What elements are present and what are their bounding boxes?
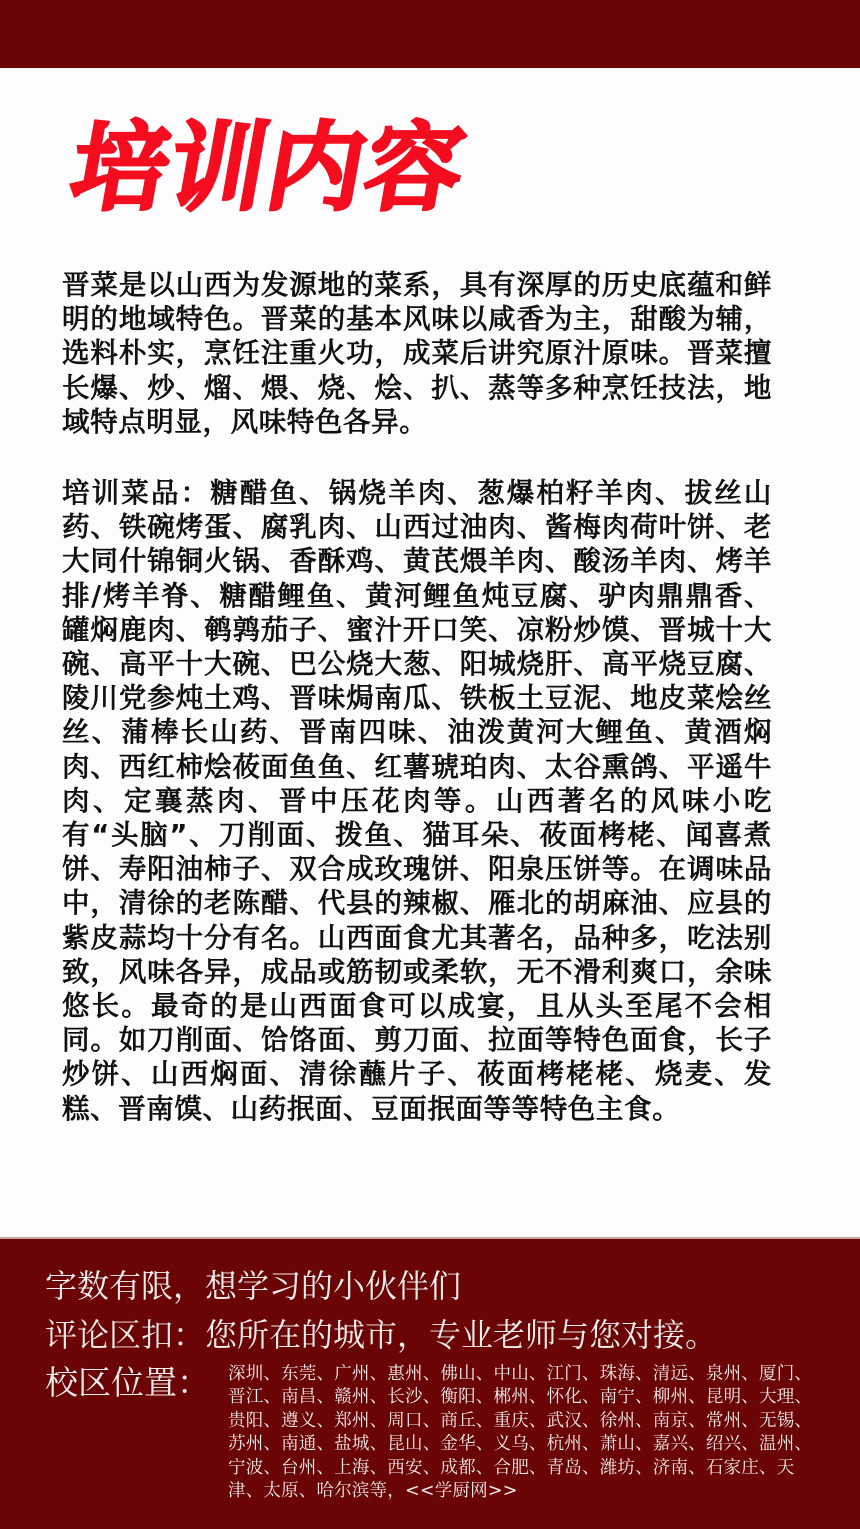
footer-cta-line: 字数有限，想学习的小伙伴们 bbox=[45, 1267, 462, 1305]
footer-comment-line: 评论区扣：您所在的城市，专业老师与您对接。 bbox=[45, 1316, 718, 1354]
campus-location-label: 校区位置： bbox=[45, 1363, 210, 1402]
page-title: 培训内容 bbox=[62, 112, 475, 224]
intro-paragraph: 晋菜是以山西为发源地的菜系，具有深厚的历史底蕴和鲜明的地域特色。晋菜的基本风味以咸香为主，甜酸为辅，选料朴实，烹饪注重火功，成菜后讲究原汁原味。晋菜擅长爆、炒、熘、煨、烧、烩、扒、蒸等多种烹饪技法，地域特点明显，风味特色各异。 bbox=[62, 269, 772, 438]
dishes-paragraph: 培训菜品：糖醋鱼、锅烧羊肉、葱爆柏籽羊肉、拔丝山药、铁碗烤蛋、腐乳肉、山西过油肉、酱梅肉荷叶饼、老大同什锦铜火锅、香酥鸡、黄芪煨羊肉、酸汤羊肉、烤羊排/烤羊脊、糖醋鲤鱼、黄河鲤鱼炖豆腐、驴肉鼎鼎香、罐焖鹿肉、鹌鹑茄子、蜜汁开口笑、凉粉炒馍、晋城十大碗、高平十大碗、巴公烧大葱、阳城烧肝、高平烧豆腐、陵川党参炖土鸡、晋味焗南瓜、铁板土豆泥、地皮菜烩丝丝、蒲棒长山药、晋南四味、油泼黄河大鲤鱼、黄酒焖肉、西红柿烩莜面鱼鱼、红薯琥珀肉、太谷熏鸽、平遥牛肉、定襄蒸肉、晋中压花肉等。山西著名的风味小吃有“头脑”、刀削面、拨鱼、猫耳朵、莜面栲栳、闻喜煮饼、寿阳油柿子、双合成玫瑰饼、阳泉压饼等。在调味品中，清徐的老陈醋、代县的辣椒、雁北的胡麻油、应县的紫皮蒜均十分有名。山西面食尤其著名，品种多，吃法别致，风味各异，成品或筋韧或柔软，无不滑利爽口，余味悠长。最奇的是山西面食可以成宴，且从头至尾不会相同。如刀削面、饸饹面、剪刀面、拉面等特色面食，长子炒饼、山西焖面、清徐蘸片子、莜面栲栳栳、烧麦、发糕、晋南馍、山药抿面、豆面抿面等等特色主食。 bbox=[62, 477, 772, 1125]
top-banner-band bbox=[0, 0, 860, 68]
campus-city-list: 深圳、东莞、广州、惠州、佛山、中山、江门、珠海、清远、泉州、厦门、晋江、南昌、赣州、长沙、衡阳、郴州、怀化、南宁、柳州、昆明、大理、贵阳、遵义、郑州、周口、商丘、重庆、武汉、徐州、南京、常州、无锡、苏州、南通、盐城、昆山、金华、义乌、杭州、萧山、嘉兴、绍兴、温州、宁波、台州、上海、西安、成都、合肥、青岛、潍坊、济南、石家庄、天津、太原、哈尔滨等，<<学厨网>> bbox=[228, 1364, 813, 1502]
footer-banner bbox=[0, 1237, 860, 1529]
